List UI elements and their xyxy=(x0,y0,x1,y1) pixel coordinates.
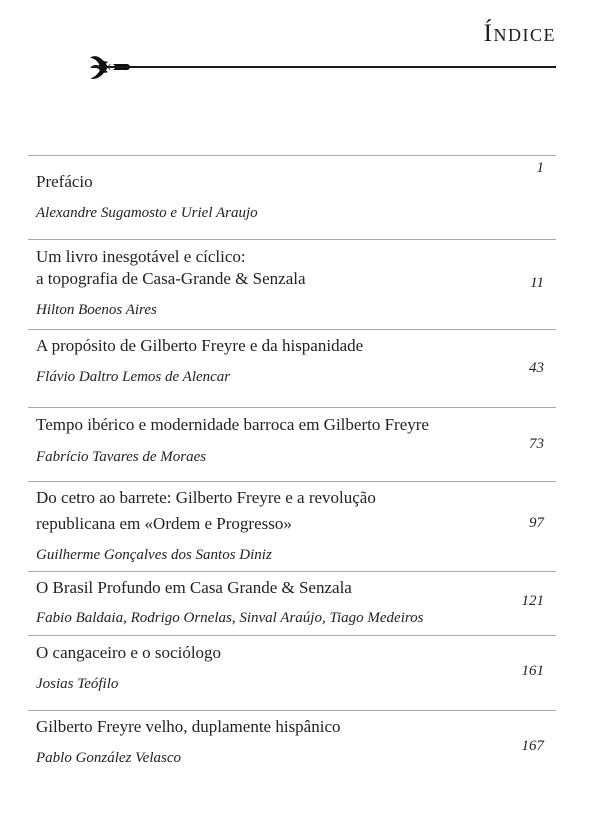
entry-page-number: 43 xyxy=(529,360,544,376)
entry-author: Pablo González Velasco xyxy=(36,750,181,766)
entry-author: Fabio Baldaia, Rodrigo Ornelas, Sinval Araújo, Tiago Medeiros xyxy=(36,610,424,626)
entry-title: A propósito de Gilberto Freyre e da hispanidade xyxy=(36,336,364,355)
entry-title: O Brasil Profundo em Casa Grande & Senzala xyxy=(36,578,352,597)
entry-page-number: 121 xyxy=(521,593,544,609)
entry-page-number: 11 xyxy=(530,275,544,291)
entry-title: republicana em «Ordem e Progresso» xyxy=(36,514,292,533)
entry-divider xyxy=(28,571,556,572)
entry-divider xyxy=(28,710,556,711)
entry-title: O cangaceiro e o sociólogo xyxy=(36,643,222,662)
entry-author: Josias Teófilo xyxy=(36,676,119,692)
page-title: Índice xyxy=(483,20,556,47)
entry-title: a topografia de Casa-Grande & Senzala xyxy=(36,269,306,288)
entry-divider xyxy=(28,481,556,482)
entry-title: Prefácio xyxy=(36,172,93,191)
entry-page-number: 1 xyxy=(536,160,544,176)
entry-divider xyxy=(28,155,556,156)
entry-title: Tempo ibérico e modernidade barroca em Gilberto Freyre xyxy=(36,415,429,434)
page-header xyxy=(0,0,592,100)
entry-page-number: 97 xyxy=(529,515,544,531)
entry-divider xyxy=(28,407,556,408)
entry-title: Um livro inesgotável e cíclico: xyxy=(36,247,246,266)
entry-divider xyxy=(28,635,556,636)
entry-author: Flávio Daltro Lemos de Alencar xyxy=(36,369,231,385)
entry-divider xyxy=(28,239,556,240)
entry-author: Hilton Boenos Aires xyxy=(36,302,157,318)
entry-title: Do cetro ao barrete: Gilberto Freyre e a revolução xyxy=(36,488,376,507)
entry-divider xyxy=(28,329,556,330)
header-rule xyxy=(92,66,556,68)
entry-title: Gilberto Freyre velho, duplamente hispânico xyxy=(36,717,341,736)
entry-author: Guilherme Gonçalves dos Santos Diniz xyxy=(36,547,272,563)
entry-author: Alexandre Sugamosto e Uriel Araujo xyxy=(36,205,258,221)
entry-page-number: 167 xyxy=(521,738,544,754)
entry-page-number: 73 xyxy=(529,436,544,452)
entry-author: Fabrício Tavares de Moraes xyxy=(36,449,207,465)
entry-page-number: 161 xyxy=(521,663,544,679)
